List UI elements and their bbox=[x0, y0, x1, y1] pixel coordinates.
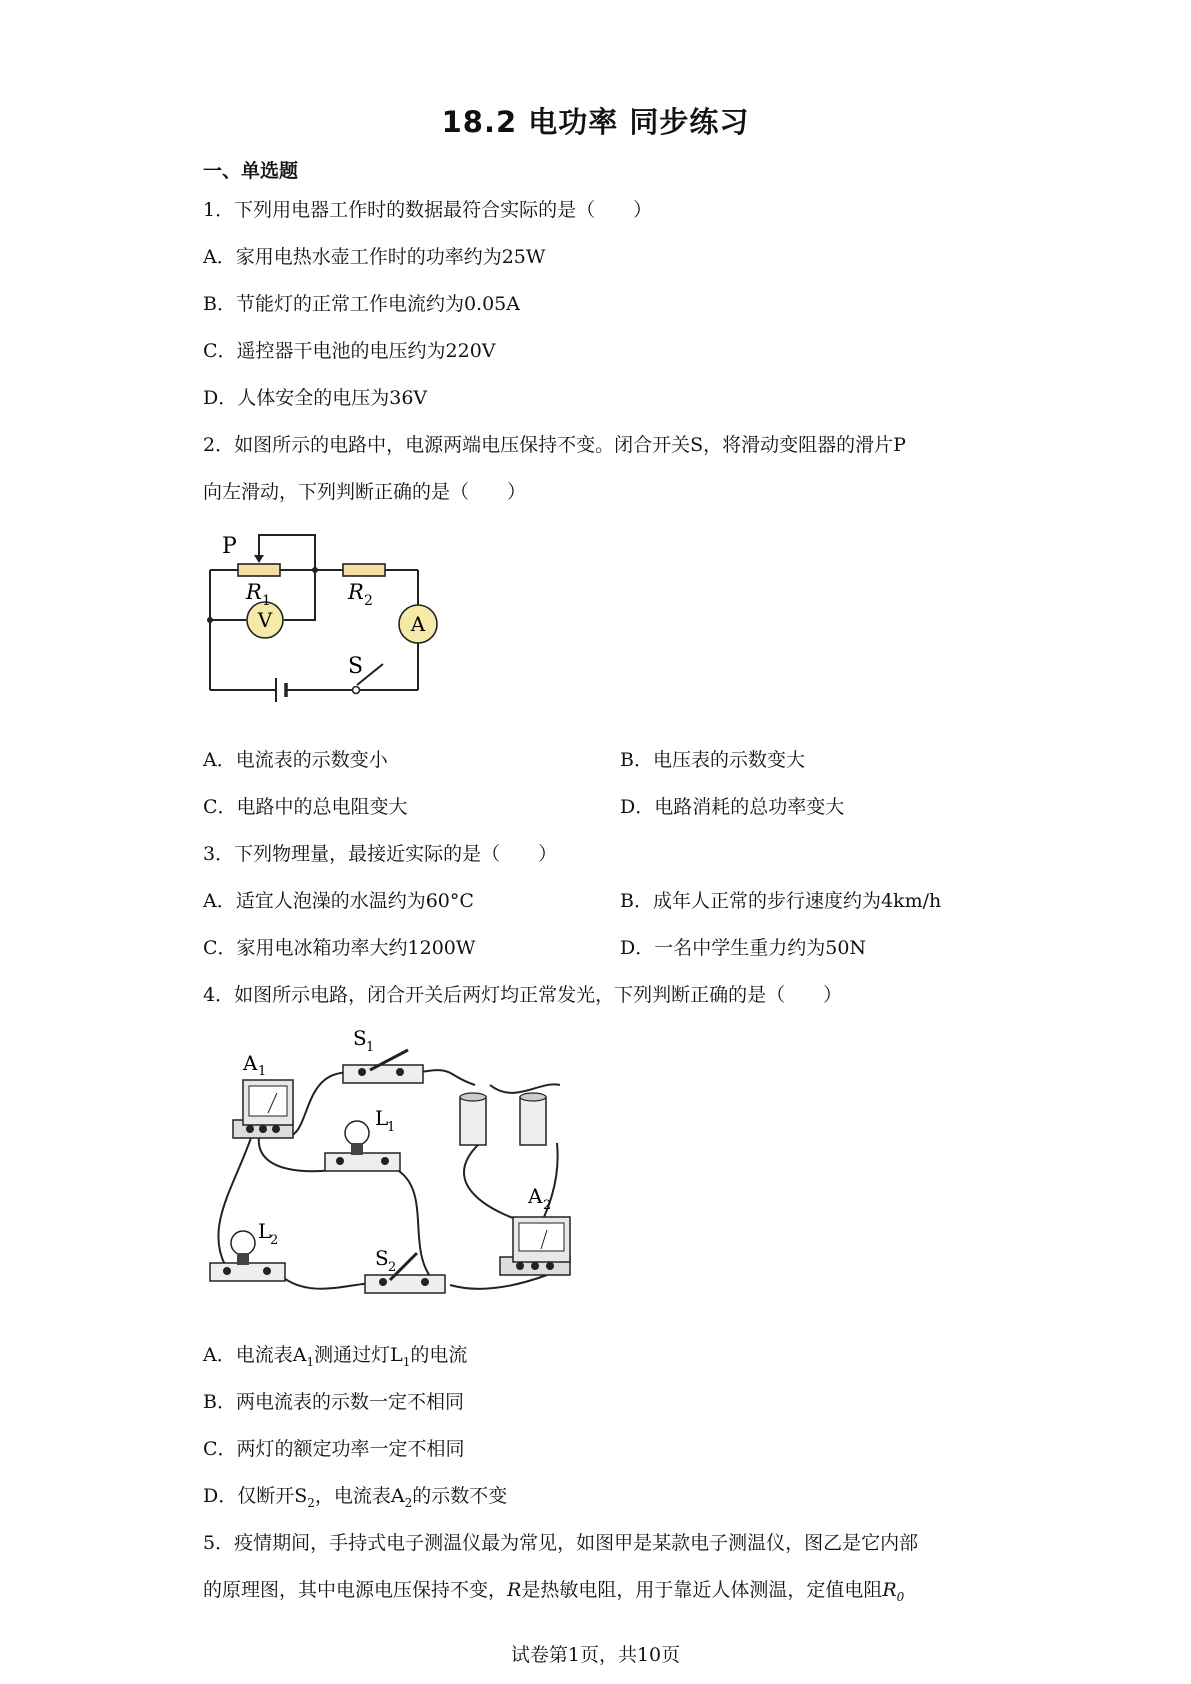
ammeter-label: A bbox=[410, 612, 426, 636]
q4-option-b: B．两电流表的示数一定不相同 bbox=[203, 1391, 464, 1413]
r2-sub-label: 2 bbox=[364, 593, 373, 609]
q4-option-d-text: D．仅断开S bbox=[203, 1485, 308, 1507]
q4-option-a-end: 的电流 bbox=[410, 1344, 468, 1366]
l1-sub-label: 1 bbox=[387, 1120, 396, 1135]
section-heading: 一、单选题 bbox=[203, 160, 299, 182]
q2-stem-line2: 向左滑动，下列判断正确的是（ ） bbox=[203, 481, 527, 503]
q4-option-a-sub1: 1 bbox=[306, 1354, 315, 1369]
l2-label: L bbox=[258, 1219, 272, 1243]
switch-s1-icon bbox=[343, 1050, 423, 1083]
r1-label: R bbox=[246, 580, 262, 604]
r2-resistor bbox=[343, 564, 385, 576]
q5-line2-r0: R bbox=[882, 1579, 897, 1601]
q1-option-c: C．遥控器干电池的电压约为220V bbox=[203, 340, 496, 362]
q1-option-b: B．节能灯的正常工作电流约为0.05A bbox=[203, 293, 520, 315]
ammeter-a1-icon bbox=[233, 1080, 293, 1138]
q4-option-a-text: A．电流表A bbox=[203, 1344, 307, 1366]
voltmeter-label: V bbox=[257, 608, 273, 632]
a2-sub-label: 2 bbox=[543, 1198, 552, 1213]
ammeter-a2-icon bbox=[500, 1217, 570, 1275]
q4-option-a bbox=[203, 1343, 467, 1374]
q2-option-a: A．电流表的示数变小 bbox=[203, 749, 388, 771]
s2-label: S bbox=[375, 1246, 389, 1270]
q2-option-d: D．电路消耗的总功率变大 bbox=[620, 796, 845, 818]
q5-line2-r: R bbox=[507, 1579, 522, 1601]
slider-arrow-icon bbox=[254, 555, 264, 563]
q4-option-d-end: 的示数不变 bbox=[412, 1485, 508, 1507]
q3-option-d: D．一名中学生重力约为50N bbox=[620, 937, 867, 959]
s1-label: S bbox=[353, 1026, 367, 1050]
slider-p-label: P bbox=[222, 534, 237, 559]
q1-option-d: D．人体安全的电压为36V bbox=[203, 387, 428, 409]
q4-stem: 4．如图所示电路，闭合开关后两灯均正常发光，下列判断正确的是（ ） bbox=[203, 984, 843, 1006]
page-title: 18.2 电功率 同步练习 bbox=[441, 105, 750, 139]
q4-option-d-sub1: 2 bbox=[307, 1495, 315, 1510]
q1-stem: 1．下列用电器工作时的数据最符合实际的是（ ） bbox=[203, 199, 653, 221]
q5-line2-mid: 是热敏电阻，用于靠近人体测温，定值电阻 bbox=[521, 1579, 883, 1601]
l1-label: L bbox=[375, 1106, 389, 1130]
s2-sub-label: 2 bbox=[388, 1260, 397, 1275]
q5-stem-line1: 5．疫情期间，手持式电子测温仪最为常见，如图甲是某款电子测温仪，图乙是它内部 bbox=[203, 1532, 919, 1554]
a2-label: A bbox=[528, 1184, 543, 1208]
q4-option-d-sub2: 2 bbox=[404, 1495, 413, 1510]
q3-stem: 3．下列物理量，最接近实际的是（ ） bbox=[203, 843, 558, 865]
q5-line2-r0-sub: 0 bbox=[896, 1589, 905, 1604]
q4-option-a-mid: 测通过灯L bbox=[314, 1344, 403, 1366]
q2-stem-line1: 2．如图所示的电路中，电源两端电压保持不变。闭合开关S，将滑动变阻器的滑片P bbox=[203, 434, 906, 456]
q1-option-a: A．家用电热水壶工作时的功率约为25W bbox=[203, 246, 546, 268]
r1-sub-label: 1 bbox=[262, 593, 271, 609]
q4-option-d-mid: ，电流表A bbox=[314, 1485, 405, 1507]
q4-option-c: C．两灯的额定功率一定不相同 bbox=[203, 1438, 465, 1460]
r1-resistor bbox=[238, 564, 280, 576]
page-footer: 试卷第1页，共10页 bbox=[510, 1644, 681, 1666]
q5-line2-text: 的原理图，其中电源电压保持不变， bbox=[203, 1579, 508, 1601]
s1-sub-label: 1 bbox=[366, 1040, 375, 1055]
q3-option-b: B．成年人正常的步行速度约为4km/h bbox=[620, 890, 942, 912]
q3-option-c: C．家用电冰箱功率大约1200W bbox=[203, 937, 476, 959]
q4-option-d bbox=[203, 1484, 507, 1515]
q2-option-b: B．电压表的示数变大 bbox=[620, 749, 805, 771]
a1-sub-label: 1 bbox=[258, 1064, 267, 1079]
q2-option-c: C．电路中的总电阻变大 bbox=[203, 796, 408, 818]
q4-option-a-sub2: 1 bbox=[402, 1354, 411, 1369]
q4-circuit-figure bbox=[195, 1025, 625, 1315]
battery-icon bbox=[460, 1093, 546, 1145]
q2-circuit-figure bbox=[200, 525, 460, 725]
l2-sub-label: 2 bbox=[270, 1233, 279, 1248]
switch-s-label: S bbox=[348, 654, 364, 679]
a1-label: A bbox=[243, 1051, 258, 1075]
r2-label: R bbox=[348, 580, 364, 604]
q5-stem-line2 bbox=[203, 1578, 904, 1609]
q3-option-a: A．适宜人泡澡的水温约为60°C bbox=[203, 890, 474, 912]
